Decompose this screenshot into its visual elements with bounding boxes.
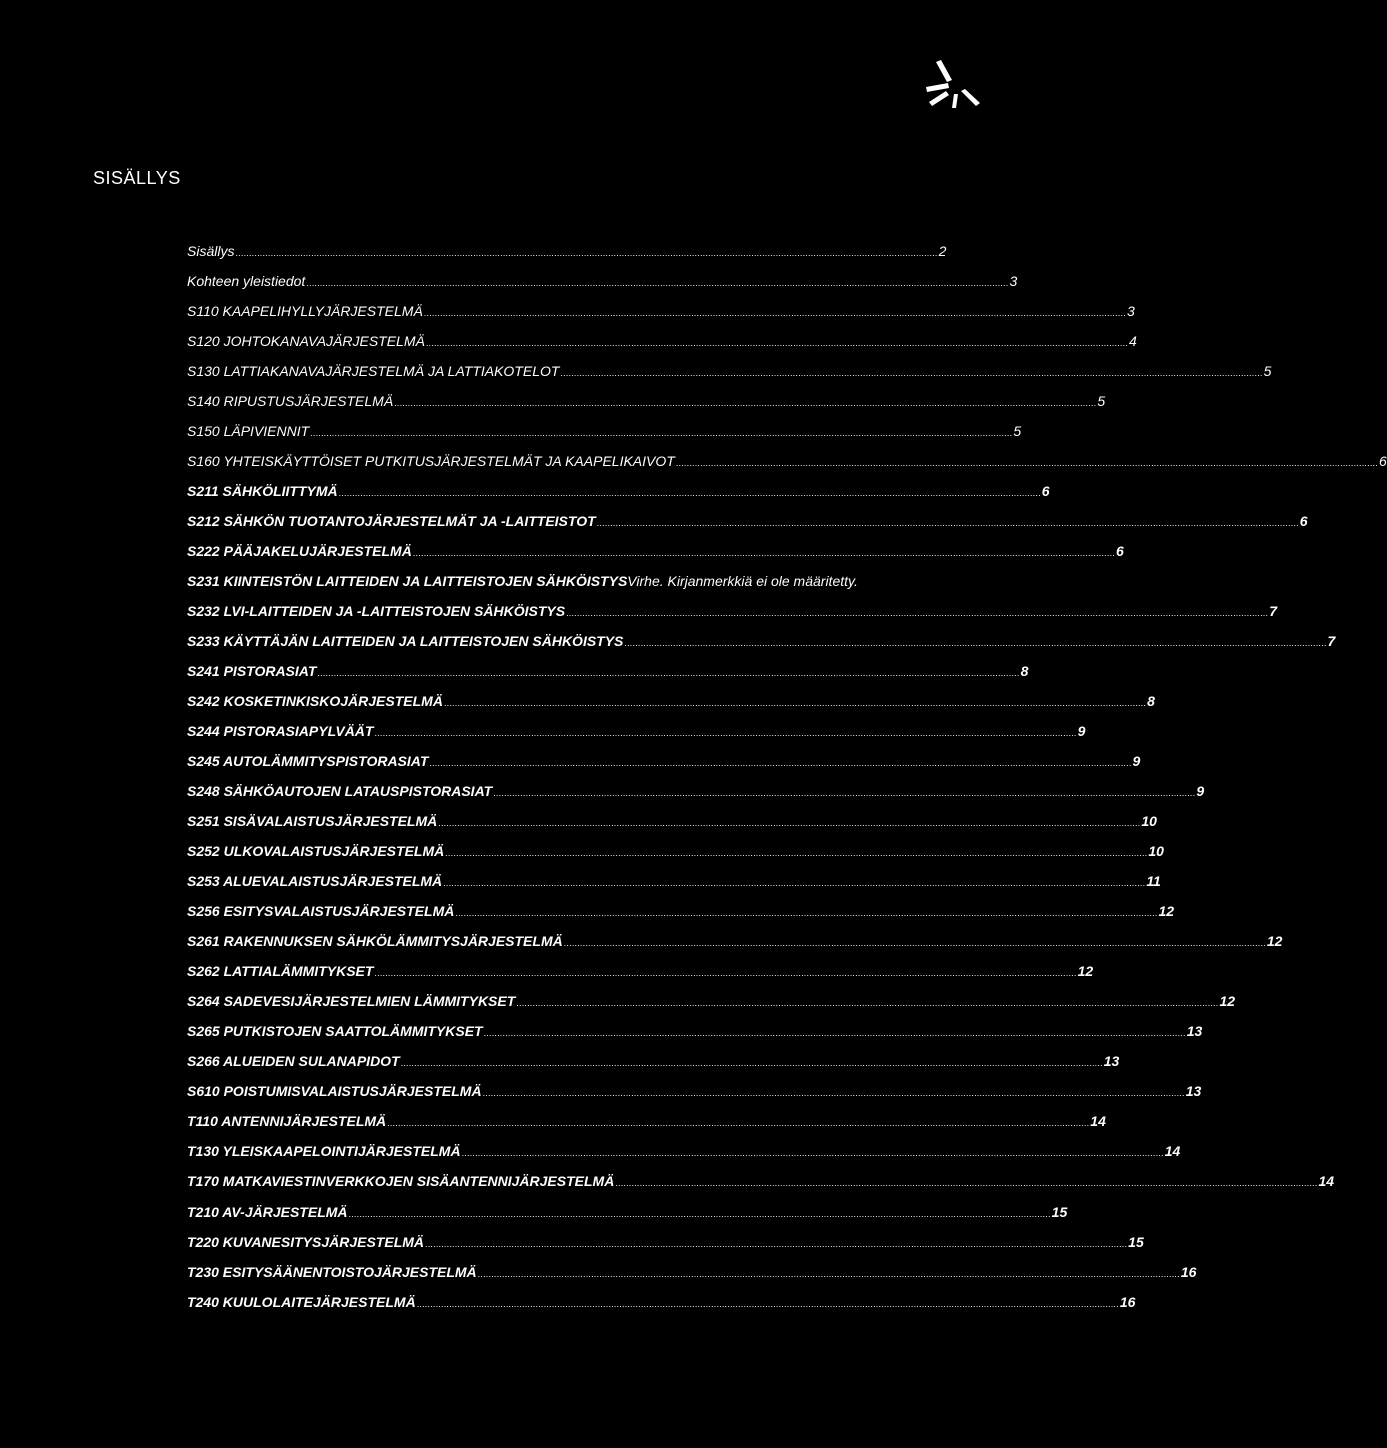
dot-leader: .................................................................................................................................................................................................................................................................... bbox=[416, 1298, 1119, 1309]
toc-entry-title: S256 ESITYSVALAISTUSJÄRJESTELMÄ bbox=[187, 903, 455, 920]
toc-entry[interactable] bbox=[187, 1010, 1203, 1040]
toc-entry-title: T110 ANTENNIJÄRJESTELMÄ bbox=[187, 1113, 387, 1130]
toc-entry-title: S248 SÄHKÖAUTOJEN LATAUSPISTORASIAT bbox=[187, 783, 493, 800]
toc-entry[interactable] bbox=[187, 260, 1018, 290]
toc-page-number: 15 bbox=[1051, 1203, 1068, 1220]
toc-entry-error[interactable] bbox=[187, 560, 927, 590]
dot-leader: .................................................................................................................................................................................................................................................................... bbox=[483, 1028, 1186, 1039]
toc-entry-title: S120 JOHTOKANAVAJÄRJESTELMÄ bbox=[187, 333, 425, 350]
toc-page-number: 8 bbox=[1020, 663, 1029, 680]
toc-page-number: 3 bbox=[1009, 273, 1018, 290]
dot-leader: .................................................................................................................................................................................................................................................................... bbox=[317, 668, 1020, 679]
dot-leader: .................................................................................................................................................................................................................................................................... bbox=[338, 488, 1041, 499]
toc-page-number: 3 bbox=[1126, 303, 1135, 320]
dot-leader: .................................................................................................................................................................................................................................................................... bbox=[438, 818, 1141, 829]
toc-entry[interactable] bbox=[187, 1251, 1197, 1281]
toc-page-number: 14 bbox=[1090, 1113, 1106, 1130]
toc-page-number: 8 bbox=[1147, 693, 1155, 710]
toc-entry[interactable] bbox=[187, 590, 1277, 620]
toc-page-number: 14 bbox=[1164, 1143, 1181, 1160]
toc-entry[interactable] bbox=[187, 890, 1175, 920]
toc-entry-title: S160 YHTEISKÄYTTÖISET PUTKITUSJÄRJESTELMÄT JA KAAPELIKAIVOT bbox=[187, 453, 675, 470]
toc-entry[interactable] bbox=[187, 290, 1135, 320]
toc-page-number: 6 bbox=[1115, 543, 1124, 560]
toc-page-number: 12 bbox=[1266, 933, 1283, 950]
toc-entry-title: S222 PÄÄJAKELUJÄRJESTELMÄ bbox=[187, 543, 412, 560]
toc-entry[interactable] bbox=[187, 380, 1106, 410]
toc-entry[interactable] bbox=[187, 1281, 1136, 1311]
toc-entry-title: S140 RIPUSTUSJÄRJESTELMÄ bbox=[187, 393, 394, 410]
toc-page-number: 6 bbox=[1299, 513, 1308, 530]
toc-page-number: 11 bbox=[1146, 873, 1161, 890]
toc-entry-title: T210 AV-JÄRJESTELMÄ bbox=[187, 1203, 348, 1220]
toc-entry-title: S610 POISTUMISVALAISTUSJÄRJESTELMÄ bbox=[187, 1083, 482, 1100]
company-logo-icon bbox=[924, 60, 984, 110]
toc-page-number: 13 bbox=[1185, 1083, 1202, 1100]
toc-entry-title: S251 SISÄVALAISTUSJÄRJESTELMÄ bbox=[187, 813, 438, 830]
toc-entry-title: S253 ALUEVALAISTUSJÄRJESTELMÄ bbox=[187, 873, 443, 890]
toc-entry[interactable] bbox=[187, 320, 1137, 350]
dot-leader: .................................................................................................................................................................................................................................................................... bbox=[477, 1268, 1180, 1279]
toc-entry-title: Sisällys bbox=[187, 243, 235, 260]
toc-entry-title: S262 LATTIALÄMMITYKSET bbox=[187, 963, 374, 980]
dot-leader: .................................................................................................................................................................................................................................................................... bbox=[423, 308, 1126, 319]
toc-entry-title: S252 ULKOVALAISTUSJÄRJESTELMÄ bbox=[187, 843, 445, 860]
toc-entry-title: T170 MATKAVIESTINVERKKOJEN SISÄANTENNIJÄRJESTELMÄ bbox=[187, 1173, 615, 1190]
toc-entry-title: S261 RAKENNUKSEN SÄHKÖLÄMMITYSJÄRJESTELMÄ bbox=[187, 933, 563, 950]
dot-leader: .................................................................................................................................................................................................................................................................... bbox=[566, 608, 1269, 619]
toc-entry[interactable] bbox=[187, 710, 1086, 740]
toc-page-number: 9 bbox=[1196, 783, 1205, 800]
dot-leader: .................................................................................................................................................................................................................................................................... bbox=[461, 1148, 1164, 1159]
bookmark-error-note: Virhe. Kirjanmerkkiä ei ole määritetty. bbox=[627, 573, 858, 590]
dot-leader: .................................................................................................................................................................................................................................................................... bbox=[615, 1178, 1318, 1189]
toc-entry-title: S265 PUTKISTOJEN SAATTOLÄMMITYKSET bbox=[187, 1023, 483, 1040]
toc-page-number: 5 bbox=[1263, 363, 1272, 380]
dot-leader: .................................................................................................................................................................................................................................................................... bbox=[563, 938, 1266, 949]
toc-entry-title: S242 KOSKETINKISKOJÄRJESTELMÄ bbox=[187, 693, 443, 710]
toc-entry[interactable] bbox=[187, 680, 1155, 710]
toc-page-number: 12 bbox=[1219, 993, 1236, 1010]
toc-entry[interactable] bbox=[187, 830, 1164, 860]
toc-entry[interactable] bbox=[187, 800, 1157, 830]
toc-entry[interactable] bbox=[187, 230, 947, 260]
toc-entry-title: T230 ESITYSÄÄNENTOISTOJÄRJESTELMÄ bbox=[187, 1263, 477, 1280]
toc-entry[interactable] bbox=[187, 1190, 1068, 1220]
dot-leader: .................................................................................................................................................................................................................................................................... bbox=[482, 1088, 1185, 1099]
toc-entry[interactable] bbox=[187, 1221, 1144, 1251]
toc-entry[interactable] bbox=[187, 860, 1161, 890]
toc-entry-title: T220 KUVANESITYSJÄRJESTELMÄ bbox=[187, 1233, 425, 1250]
toc-page-number: 7 bbox=[1327, 633, 1336, 650]
dot-leader: .................................................................................................................................................................................................................................................................... bbox=[394, 398, 1097, 409]
dot-leader: .................................................................................................................................................................................................................................................................... bbox=[455, 908, 1158, 919]
dot-leader: .................................................................................................................................................................................................................................................................... bbox=[374, 728, 1077, 739]
toc-entry-title: S264 SADEVESIJÄRJESTELMIEN LÄMMITYKSET bbox=[187, 993, 516, 1010]
toc-page-number: 14 bbox=[1318, 1173, 1335, 1190]
toc-entry-title: Kohteen yleistiedot bbox=[187, 273, 306, 290]
toc-entry[interactable] bbox=[187, 740, 1141, 770]
dot-leader: .................................................................................................................................................................................................................................................................... bbox=[374, 968, 1077, 979]
toc-page-number: 5 bbox=[1013, 423, 1022, 440]
toc-entry-title: S130 LATTIAKANAVAJÄRJESTELMÄ JA LATTIAKOTELOT bbox=[187, 363, 560, 380]
page-title: SISÄLLYS bbox=[93, 168, 181, 188]
toc-entry-title: S245 AUTOLÄMMITYSPISTORASIAT bbox=[187, 753, 429, 770]
toc-page-number: 10 bbox=[1148, 843, 1164, 860]
toc-entry[interactable] bbox=[187, 950, 1094, 980]
toc-entry[interactable] bbox=[187, 470, 1050, 500]
toc-entry[interactable] bbox=[187, 620, 1336, 650]
toc-entry-title: S266 ALUEIDEN SULANAPIDOT bbox=[187, 1053, 400, 1070]
toc-entry-title: T240 KUULOLAITEJÄRJESTELMÄ bbox=[187, 1293, 416, 1310]
toc-entry[interactable] bbox=[187, 1070, 1202, 1100]
toc-entry-title: S244 PISTORASIAPYLVÄÄT bbox=[187, 723, 374, 740]
dot-leader: .................................................................................................................................................................................................................................................................... bbox=[445, 848, 1148, 859]
toc-entry-title: S241 PISTORASIAT bbox=[187, 663, 317, 680]
dot-leader: .................................................................................................................................................................................................................................................................... bbox=[412, 548, 1115, 559]
toc-page-number: 15 bbox=[1128, 1233, 1144, 1250]
dot-leader: .................................................................................................................................................................................................................................................................... bbox=[425, 1238, 1128, 1249]
dot-leader: .................................................................................................................................................................................................................................................................... bbox=[443, 878, 1146, 889]
toc-page-number: 7 bbox=[1269, 603, 1277, 620]
toc-entry-title: S211 SÄHKÖLIITTYMÄ bbox=[187, 483, 338, 500]
dot-leader: .................................................................................................................................................................................................................................................................... bbox=[596, 518, 1299, 529]
dot-leader: .................................................................................................................................................................................................................................................................... bbox=[310, 428, 1013, 439]
toc-entry[interactable] bbox=[187, 530, 1124, 560]
toc-entry-title: S233 KÄYTTÄJÄN LAITTEIDEN JA LAITTEISTOJEN SÄHKÖISTYS bbox=[187, 633, 624, 650]
toc-entry[interactable] bbox=[187, 980, 1236, 1010]
dot-leader: .................................................................................................................................................................................................................................................................... bbox=[429, 758, 1132, 769]
toc-entry-title: S231 KIINTEISTÖN LAITTEIDEN JA LAITTEISTOJEN SÄHKÖISTYS bbox=[187, 573, 628, 590]
dot-leader: .................................................................................................................................................................................................................................................................... bbox=[675, 458, 1378, 469]
toc-page-number: 13 bbox=[1103, 1053, 1120, 1070]
toc-entry[interactable] bbox=[187, 1130, 1181, 1160]
toc-entry-title: S150 LÄPIVIENNIT bbox=[187, 423, 310, 440]
toc-entry[interactable] bbox=[187, 440, 1387, 470]
table-of-contents bbox=[187, 230, 1387, 1311]
toc-entry[interactable] bbox=[187, 1160, 1335, 1190]
toc-entry[interactable] bbox=[187, 1040, 1120, 1070]
dot-leader: .................................................................................................................................................................................................................................................................... bbox=[348, 1208, 1051, 1219]
dot-leader: .................................................................................................................................................................................................................................................................... bbox=[425, 338, 1128, 349]
toc-entry-title: S212 SÄHKÖN TUOTANTOJÄRJESTELMÄT JA -LAITTEISTOT bbox=[187, 513, 596, 530]
toc-page-number: 9 bbox=[1077, 723, 1086, 740]
toc-entry-title: T130 YLEISKAAPELOINTIJÄRJESTELMÄ bbox=[187, 1143, 461, 1160]
toc-entry[interactable] bbox=[187, 770, 1205, 800]
toc-page-number: 12 bbox=[1077, 963, 1094, 980]
toc-entry[interactable] bbox=[187, 650, 1029, 680]
dot-leader: .................................................................................................................................................................................................................................................................... bbox=[400, 1058, 1103, 1069]
toc-page-number: 12 bbox=[1158, 903, 1175, 920]
dot-leader: .................................................................................................................................................................................................................................................................... bbox=[443, 698, 1147, 709]
dot-leader: .................................................................................................................................................................................................................................................................... bbox=[516, 998, 1219, 1009]
toc-entry[interactable] bbox=[187, 350, 1272, 380]
dot-leader: .................................................................................................................................................................................................................................................................... bbox=[387, 1118, 1090, 1129]
dot-leader: .................................................................................................................................................................................................................................................................... bbox=[235, 248, 938, 259]
toc-entry[interactable] bbox=[187, 920, 1283, 950]
toc-page-number: 4 bbox=[1128, 333, 1137, 350]
dot-leader: .................................................................................................................................................................................................................................................................... bbox=[493, 788, 1196, 799]
dot-leader: .................................................................................................................................................................................................................................................................... bbox=[306, 278, 1009, 289]
toc-page-number: 2 bbox=[938, 243, 947, 260]
toc-entry-title: S110 KAAPELIHYLLYJÄRJESTELMÄ bbox=[187, 303, 423, 320]
toc-page-number: 6 bbox=[1041, 483, 1050, 500]
dot-leader: .................................................................................................................................................................................................................................................................... bbox=[624, 638, 1327, 649]
toc-entry-title: S232 LVI-LAITTEIDEN JA -LAITTEISTOJEN SÄHKÖISTYS bbox=[187, 603, 566, 620]
toc-page-number: 16 bbox=[1119, 1293, 1136, 1310]
toc-page-number: 13 bbox=[1186, 1023, 1203, 1040]
toc-page-number: 16 bbox=[1180, 1263, 1197, 1280]
toc-page-number: 10 bbox=[1141, 813, 1157, 830]
toc-page-number: 6 bbox=[1378, 453, 1387, 470]
toc-page-number: 5 bbox=[1097, 393, 1106, 410]
toc-entry[interactable] bbox=[187, 1100, 1106, 1130]
toc-page-number: 9 bbox=[1132, 753, 1141, 770]
dot-leader: .................................................................................................................................................................................................................................................................... bbox=[560, 368, 1263, 379]
toc-entry[interactable] bbox=[187, 410, 1022, 440]
toc-entry[interactable] bbox=[187, 500, 1308, 530]
